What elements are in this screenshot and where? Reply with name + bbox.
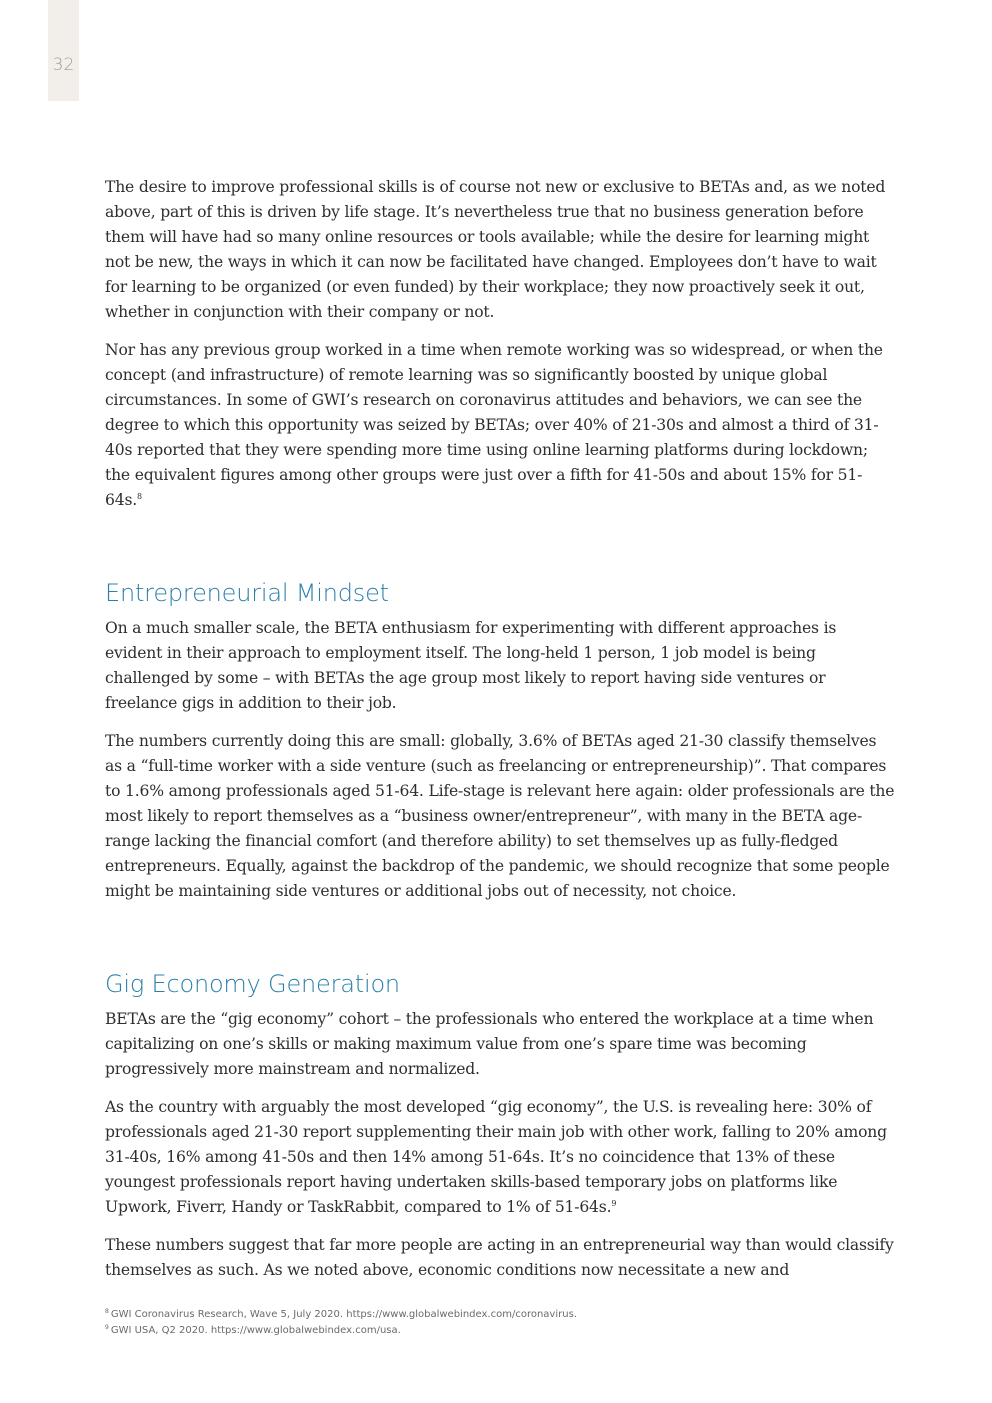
page-number: 32 <box>52 55 75 75</box>
entrepreneurial-paragraph-2: The numbers currently doing this are small: globally, 3.6% of BETAs aged 21-30 classify themselves as a “full-time worker with a side venture (such as freelancing or entrepreneurship)”. That compares to 1.6% among professionals aged 51-64. Life-stage is relevant here again: older professionals are the most likely to report themselves as a “business owner/entrepreneur”, with many in the BETA age-range lacking the financial comfort (and therefore ability) to set themselves up as fully-fledged entrepreneurs. Equally, against the backdrop of the pandemic, we should recognize that some people might be maintaining side ventures or additional jobs out of necessity, not choice. <box>105 732 895 900</box>
entrepreneurial-paragraph-1: On a much smaller scale, the BETA enthusiasm for experimenting with different approaches is evident in their approach to employment itself. The long-held 1 person, 1 job model is being challenged by some – with BETAs the age group most likely to report having side ventures or freelance gigs in addition to their job. <box>105 619 837 712</box>
heading-entrepreneurial-mindset: Entrepreneurial Mindset <box>105 579 389 607</box>
footnote-8 <box>105 1307 895 1323</box>
gig-paragraph-2-text: As the country with arguably the most developed “gig economy”, the U.S. is revealing here: 30% of professionals aged 21-30 report supplementing their main job with other work, falling to 20% among 31-40s, 16% among 41-50s and then 14% among 51-64s. It’s no coincidence that 13% of these youngest professionals report having undertaken skills-based temporary jobs on platforms like Upwork, Fiverr, Handy or TaskRabbit, compared to 1% of 51-64s. <box>105 1098 887 1216</box>
footnote-9 <box>105 1323 895 1339</box>
footnote-ref-8[interactable]: 8 <box>137 491 142 501</box>
intro-paragraph-1-text: The desire to improve professional skills is of course not new or exclusive to BETAs and, as we noted above, part of this is driven by life stage. It’s nevertheless true that no business generation before them will have had so many online resources or tools available; while the desire for learning might not be new, the ways in which it can now be facilitated have changed. Employees don’t have to wait for learning to be organized (or even funded) by their workplace; they now proactively seek it out, whether in conjunction with their company or not. <box>105 178 886 321</box>
gig-paragraph-2 <box>105 1095 895 1220</box>
footnote-text[interactable]: GWI USA, Q2 2020. https://www.globalwebindex.com/usa. <box>110 1325 401 1336</box>
footnote-ref-9[interactable]: 9 <box>611 1198 617 1208</box>
intro-paragraph-2-text: Nor has any previous group worked in a time when remote working was so widespread, or when the concept (and infrastructure) of remote learning was so significantly boosted by unique global circumstances. In some of GWI’s research on coronavirus attitudes and behaviors, we can see the degree to which this opportunity was seized by BETAs; over 40% of 21-30s and almost a third of 31-40s reported that they were spending more time using online learning platforms during lockdown; the equivalent figures among other groups were just over a fifth for 41-50s and about 15% for 51-64s. <box>105 341 883 509</box>
page-number-tab <box>48 0 79 101</box>
footnote-number: 8 <box>105 1307 109 1315</box>
intro-paragraph-1 <box>105 175 895 325</box>
main-content <box>105 175 895 1296</box>
footnote-text[interactable]: GWI Coronavirus Research, Wave 5, July 2020. https://www.globalwebindex.com/coronavirus. <box>110 1309 577 1320</box>
section-spacer <box>105 526 895 578</box>
footnotes <box>105 1307 895 1339</box>
footnote-number: 9 <box>105 1323 109 1331</box>
heading-gig-economy-generation: Gig Economy Generation <box>105 970 400 998</box>
section-spacer <box>105 917 895 969</box>
gig-paragraph-3: These numbers suggest that far more people are acting in an entrepreneurial way than would classify themselves as such. As we noted above, economic conditions now necessitate a new and <box>105 1236 894 1279</box>
gig-paragraph-1: BETAs are the “gig economy” cohort – the professionals who entered the workplace at a time when capitalizing on one’s skills or making maximum value from one’s spare time was becoming progressively more mainstream and normalized. <box>105 1010 874 1078</box>
intro-paragraph-2 <box>105 338 895 513</box>
